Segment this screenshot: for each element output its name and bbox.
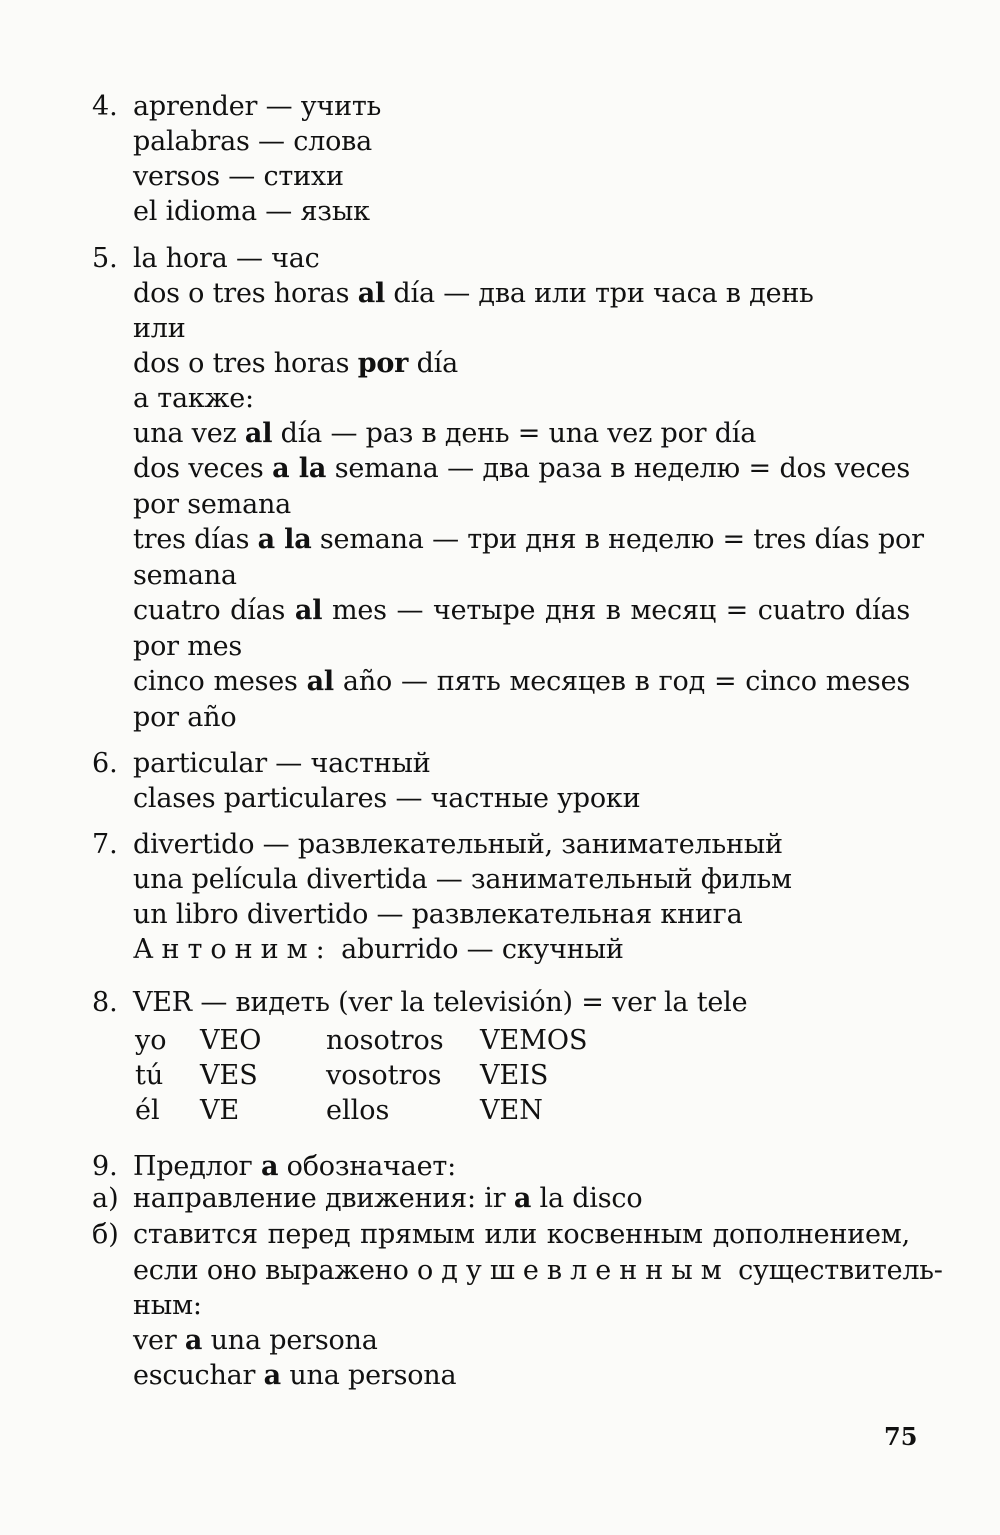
s7-line-3: un libro divertido — развлекательная книга (133, 899, 743, 930)
s5-line-4: dos o tres horas por día (133, 348, 459, 379)
antonym-label: Антоним: (133, 934, 333, 965)
s9-b-line-4: ver a una persona (133, 1325, 378, 1356)
s5-line-7: dos veces a la semana — два раза в неделю = dos veces (133, 453, 910, 484)
s9-line-1: Предлог а обозначает: (133, 1151, 456, 1182)
conj-cell: él (135, 1095, 160, 1126)
s9-b-line-5: escuchar a una persona (133, 1360, 457, 1391)
item-number-6: 6. (92, 748, 118, 779)
item-number-4: 4. (92, 91, 118, 122)
conj-cell: ellos (326, 1095, 390, 1126)
s4-line-2: palabras — слова (133, 126, 373, 157)
s4-line-3: versos — стихи (133, 161, 344, 192)
item-label-a: а) (92, 1183, 119, 1214)
page-number: 75 (884, 1422, 918, 1451)
item-label-b: б) (92, 1219, 119, 1250)
s5-line-3: или (133, 313, 186, 344)
conj-cell: tú (135, 1060, 164, 1091)
conj-cell: nosotros (326, 1025, 444, 1056)
s7-line-2: una película divertida — занимательный фильм (133, 864, 792, 895)
conj-cell: VEO (200, 1025, 262, 1056)
item-number-8: 8. (92, 987, 118, 1018)
s9-a-line: направление движения: ir a la disco (133, 1183, 643, 1214)
s5-line-12: por mes (133, 631, 243, 662)
s6-line-2: clases particulares — частные уроки (133, 783, 641, 814)
item-number-5: 5. (92, 243, 118, 274)
conj-cell: VEN (480, 1095, 543, 1126)
item-number-9: 9. (92, 1151, 118, 1182)
s5-line-2: dos o tres horas al día — два или три часа в день (133, 278, 814, 309)
s8-line-1: VER — видеть (ver la televisión) = ver la tele (133, 987, 748, 1018)
conj-cell: VE (200, 1095, 240, 1126)
s5-line-9: tres días a la semana — три дня в неделю = tres días por (133, 524, 924, 555)
s5-line-1: la hora — час (133, 243, 320, 274)
s5-line-14: por año (133, 702, 237, 733)
s5-line-13: cinco meses al año — пять месяцев в год = cinco meses (133, 666, 911, 697)
s6-line-1: particular — частный (133, 748, 431, 779)
item-number-7: 7. (92, 829, 118, 860)
s5-line-11: cuatro días al mes — четыре дня в месяц = cuatro días (133, 595, 910, 626)
s4-line-4: el idioma — язык (133, 196, 370, 227)
s5-line-10: semana (133, 560, 237, 591)
s4-line-1: aprender — учить (133, 91, 382, 122)
s5-line-8: por semana (133, 489, 292, 520)
s9-b-line-1: ставится перед прямым или косвенным дополнением, (133, 1219, 910, 1250)
s9-b-line-2: если оно выражено одушевленным существитель- (133, 1255, 943, 1286)
s5-line-5: а также: (133, 383, 254, 414)
s7-line-1: divertido — развлекательный, занимательный (133, 829, 783, 860)
conj-cell: yo (135, 1025, 167, 1056)
s5-line-6: una vez al día — раз в день = una vez por día (133, 418, 757, 449)
conj-cell: VEMOS (480, 1025, 588, 1056)
conj-cell: VES (200, 1060, 258, 1091)
conj-cell: vosotros (326, 1060, 442, 1091)
s7-antonym-line: Антоним: aburrido — скучный (133, 934, 624, 965)
conj-cell: VEIS (480, 1060, 549, 1091)
s9-b-line-3: ным: (133, 1290, 202, 1321)
